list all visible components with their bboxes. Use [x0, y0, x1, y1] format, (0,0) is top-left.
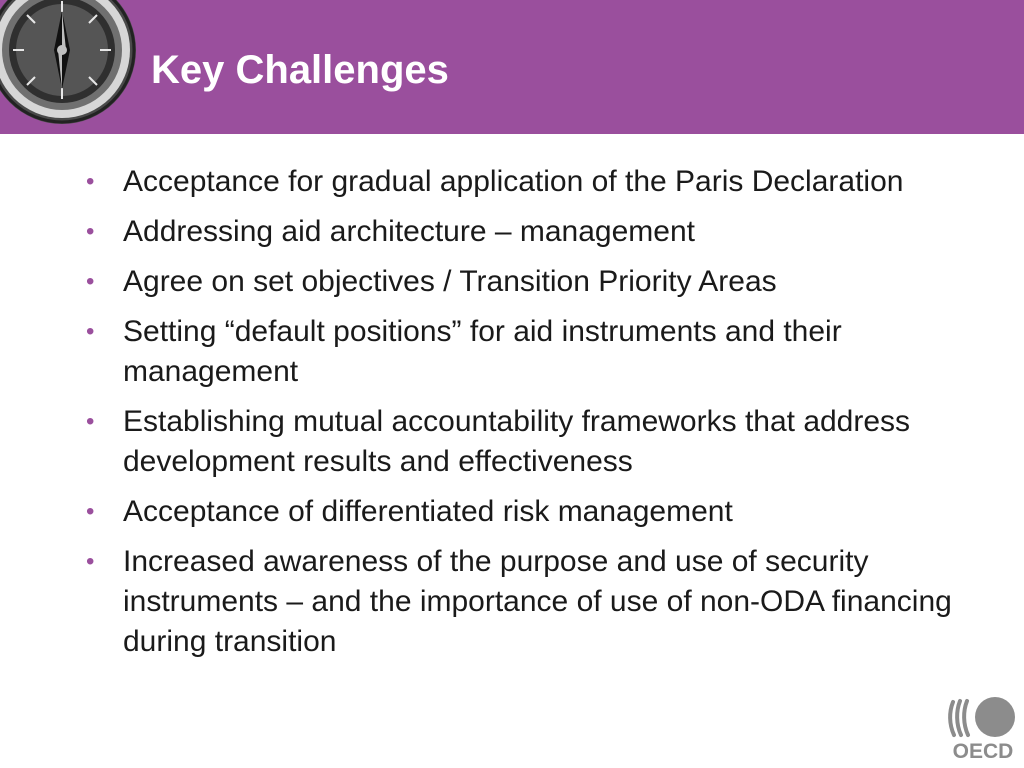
- bullet-text: Establishing mutual accountability frameworks that address development results and effectiveness: [123, 405, 911, 478]
- bullet-text: Increased awareness of the purpose and use of security instruments – and the importance of use of non-ODA financing during transition: [123, 545, 952, 658]
- bullet-text: Acceptance for gradual application of the Paris Declaration: [123, 165, 904, 198]
- bullet-text: Addressing aid architecture – management: [123, 215, 695, 248]
- slide-title: Key Challenges: [151, 48, 449, 92]
- bullet-list: [84, 162, 964, 672]
- bullet-dot-icon: •: [86, 268, 95, 295]
- compass-icon: [0, 0, 142, 130]
- bullet-text: Setting “default positions” for aid instruments and their management: [123, 315, 842, 388]
- bullet-item: [84, 312, 964, 392]
- oecd-logo: [946, 690, 1020, 762]
- bullet-item: [84, 402, 964, 482]
- bullet-item: [84, 542, 964, 662]
- bullet-dot-icon: •: [86, 408, 95, 435]
- bullet-item: [84, 492, 964, 532]
- bullet-text: Agree on set objectives / Transition Priority Areas: [123, 265, 777, 298]
- bullet-item: [84, 262, 964, 302]
- bullet-text: Acceptance of differentiated risk management: [123, 495, 733, 528]
- bullet-item: [84, 212, 964, 252]
- bullet-dot-icon: •: [86, 218, 95, 245]
- bullet-dot-icon: •: [86, 318, 95, 345]
- bullet-dot-icon: •: [86, 168, 95, 195]
- bullet-item: [84, 162, 964, 202]
- bullet-dot-icon: •: [86, 548, 95, 575]
- logo-text: OECD: [952, 740, 1014, 762]
- bullet-dot-icon: •: [86, 498, 95, 525]
